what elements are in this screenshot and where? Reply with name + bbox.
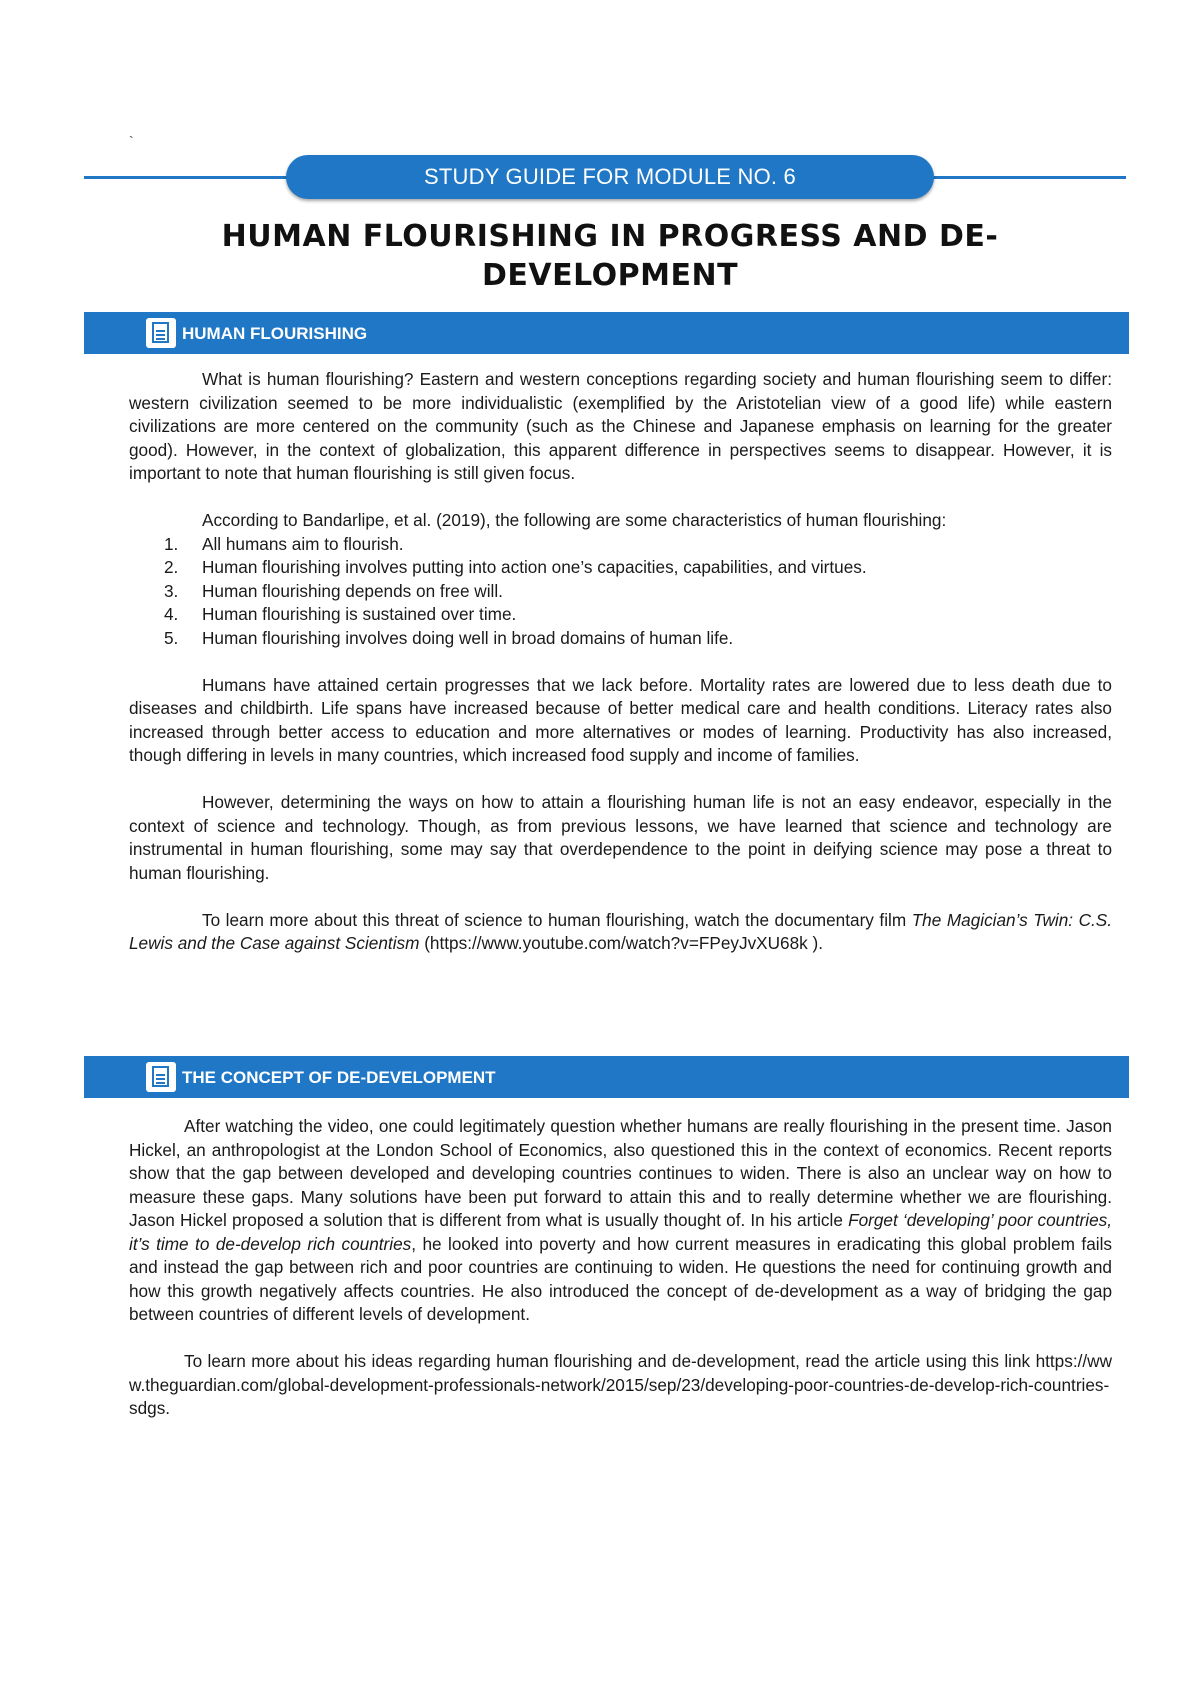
paragraph: After watching the video, one could legitimately question whether humans are really flourishing in the present time. Jason Hickel, an anthropologist at the London School of Economics, also questioned this in the context of economics. Recent reports show that the gap between developed and developing countries continues to widen. There is also an unclear way on how to measure these gaps. Many solutions have been put forward to attain this and to really determine whether we are flourishing. Jason Hickel proposed a solution that is different from what is usually thought of. In his article Forget ‘developing’ poor countries, it’s time to de-develop rich countries, he looked into poverty and how current measures in eradicating this global problem fails and instead the gap between rich and poor countries are continuing to widen. He questions the need for continuing growth and how this growth negatively affects countries. He also introduced the concept of de-development as a way of bridging the gap between countries of different levels of development. <box>129 1116 1113 1324</box>
video-link[interactable]: (https://www.youtube.com/watch?v=FPeyJvXU68k ). <box>419 933 824 953</box>
paragraph: However, determining the ways on how to attain a flourishing human life is not an easy endeavor, especially in the context of science and technology. Though, as from previous lessons, we have learned that science and technology are instrumental in human flourishing, some may say that overdependence to the point in deifying science may pose a threat to human flourishing. <box>129 792 1112 883</box>
paragraph: Humans have attained certain progresses that we lack before. Mortality rates are lowered due to less death due to diseases and childbirth. Life spans have increased because of better medical care and health conditions. Literacy rates also increased through better access to education and more alternatives or modes of learning. Productivity has also increased, though differing in levels in many countries, which increased food supply and income of families. <box>129 674 1112 765</box>
module-banner: STUDY GUIDE FOR MODULE NO. 6 <box>286 155 934 199</box>
article-title: Forget ‘developing’ poor countries, it’s time to de-develop rich countries <box>129 1210 1113 1254</box>
list-item: 3. Human flourishing depends on free will. <box>164 580 503 601</box>
article-link[interactable]: https://www.theguardian.com/global-development-professionals-network/2015/sep/23/developing-poor-countries-de-develop-rich-countries-sdgs. <box>129 1351 1112 1418</box>
document-icon <box>146 318 176 348</box>
paragraph: According to Bandarlipe, et al. (2019), the following are some characteristics of human flourishing: <box>202 510 947 530</box>
list-item: 4. Human flourishing is sustained over time. <box>164 604 517 624</box>
section-body-de-development <box>129 1115 1112 1421</box>
paragraph: To learn more about his ideas regarding human flourishing and de-development, read the article using this link https://www.theguardian.com/global-development-professionals-network/2015/sep/23/developing-poor-countries-de-develop-rich-countries-sdgs. <box>129 1351 1112 1418</box>
list-item: 1. All humans aim to flourish. <box>164 533 404 554</box>
banner-line-left <box>84 176 294 179</box>
paragraph: What is human flourishing? Eastern and western conceptions regarding society and human flourishing seem to differ: western civilization seemed to be more individualistic (exemplified by the Aristotelian view of a good life) while eastern civilizations are more centered on the community (such as the Chinese and Japanese emphasis on learning for the greater good). However, in the context of globalization, this apparent difference in perspectives seems to disappear. However, it is important to note that human flourishing is still given focus. <box>129 369 1112 483</box>
section-body-human-flourishing <box>129 368 1112 956</box>
paragraph: To learn more about this threat of science to human flourishing, watch the documentary film The Magician’s Twin: C.S. Lewis and the Case against Scientism (https://www.youtube.com/watch?v=FPeyJvXU68k ). <box>129 909 1112 953</box>
section-header-de-development <box>84 1056 1129 1098</box>
characteristics-list <box>129 533 1112 651</box>
list-item: 2. Human flourishing involves putting into action one’s capacities, capabilities, and virtues. <box>164 557 867 577</box>
page-title: HUMAN FLOURISHING IN PROGRESS AND DE-DEVELOPMENT <box>221 219 999 293</box>
corner-mark: ` <box>129 133 134 149</box>
document-icon <box>146 1062 176 1092</box>
list-item: 5. Human flourishing involves doing well in broad domains of human life. <box>164 627 734 648</box>
section-heading: HUMAN FLOURISHING <box>182 324 368 343</box>
section-heading: THE CONCEPT OF DE-DEVELOPMENT <box>182 1068 496 1087</box>
section-header-human-flourishing <box>84 312 1129 354</box>
film-title: The Magician’s Twin: C.S. Lewis and the Case against Scientism <box>129 909 1112 953</box>
banner-line-right <box>930 176 1126 179</box>
